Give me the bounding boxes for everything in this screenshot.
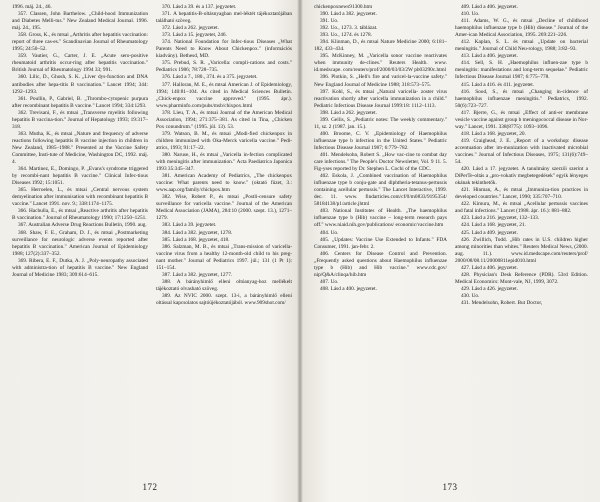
footnote-entry: 373. Lásd a 15. jegyzetet, 246. — [162, 32, 227, 39]
footnote-entry: 388. A bárányhimlő elleni oltóanyag-hoz mellékelt tájékoztató olvasható szöveg. — [156, 278, 292, 292]
footnote-entry: 358. Gross, K., és mtsai „Arthritis after hepatitis vaccination: report of three cas-es." Scandinavian Journal of Rheumatology 1995; 24:50–52. — [12, 32, 148, 53]
footnote-entry: 385. Lásd a 168. jegyzetet, 418. — [162, 236, 230, 243]
footnote-entry: 390. Lásd a 382. jegyzetet. — [320, 11, 377, 18]
footnote-entry: 381. American Academy of Pediatrics, „The chickenpox vaccine: What parents need to know." (oktató füzet, 3.: www.aap.org/family/chickpox.htm — [156, 173, 292, 194]
footnote-entry: 404. Uo. — [320, 229, 339, 236]
footnote-entry: 386. Salzman, M. B., és mtsai „Trans-mission of varicella-vaccine virus from a healthy 12-month-old child to his preg-nant mother." Journal of Pediatrics 1997. júl.; 131 (1 Pt 1): 151–154. — [156, 243, 292, 271]
footnote-entry: 384. Lásd a 382. jegyzetet, 1278. — [162, 229, 233, 236]
footnote-entry: 401. Mendelsohn, Robert S. „How vac-cine to combat day care infections." The People's Doctor Newsletter, Vol. 9 11. 5. Fig-yses reported by Dr. Stephen L. Cochi of the CDC. — [314, 151, 447, 173]
footnote-entry: 376. Lásd a 7., 180., 374. és a 375. jegyzetet. — [162, 74, 258, 81]
footnote-entry: 371. A hepatitis-B-oltásnyagban mel-léktét tájékoztatójában található szöveg. — [156, 11, 292, 25]
footnote-entry: 428. Physician's Desk Reference (PDR). 53rd Edition. Medical Economics: Mont-vale, NJ, 1999, 3072. — [455, 271, 588, 285]
footnote-entry: 420. Lásd a 17. jegyzetet. A tanulmány szerzői szerint a DiPerTe-oltás a „pro-vokatív megbetegedések" egyik lényeges okának tekinthetők. — [455, 166, 588, 187]
footnote-entry: 374. National Foundation for Infec-tious Diseases „What Parents Need to Know About Chickenpox." (információs kiadvány). Bethesd, MD. — [156, 39, 292, 60]
right-page-number: 173 — [442, 482, 458, 492]
footnote-entry: 410. Uo. — [461, 11, 480, 18]
footnote-entry: 413. Lásd a 406. jegyzetet. — [461, 53, 518, 60]
footnote-entry: 407. Uo. — [320, 278, 339, 285]
footnote-entry: 389. Az NVIC 2000. szept. 13-i, a bárányhimlő elleni oltással kapcsolatos sajtóújékoztatójából. www.909shot.com/ — [156, 292, 292, 306]
footnote-entry: 379. Watson, B. M., és mtsai „Modi-fied chickenpox in children immunized with Oka-Merck varicella vaccine." Pedi-atrics, 1993; 91:17–22. — [156, 130, 292, 151]
footnote-entry: 380. Naruse, H., és mtsai „Varicella in-fection complicated with meningitis after immunization." Acta Paediatrica Japonica 1993 35:345–347. — [156, 151, 292, 173]
footnote-entry: 393. Uo., 1274. és 1278. — [320, 32, 372, 39]
footnote-entry: 372. Lásd a 262. jegyzetet. — [162, 25, 219, 32]
right-page — [300, 0, 600, 502]
footnote-entry: 397. Kohl, S., és mtsai „Natural varicella- zoster virus reactivation shortly after varicella immunization in a child." Pediatric Infectious Disease Journal 1999:18: 1112–1113. — [314, 88, 447, 109]
footnote-entry: 412. Kaplan, S. L. és mtsai „Update on bacterial meningitis." Journal of Child Neu-rology, 1988; 3:82–93. — [455, 39, 588, 53]
footnote-entry: 419. Craighead, J. E. „Report of a workshop: disease accentuation after im-munization with inactivated microbial vaccines." Journal of Infectious Diseases, 1975; 131(6):749–54. — [455, 137, 588, 166]
footnote-entry: 409. Lásd a 406. jegyzetet. — [461, 4, 518, 10]
footnote-entry: 361. Poullin, P., Gabriel, B. „Thrombo-cytopenic purpura after recombinant hepatitis B vaccine." Lancet 1994; 334:1293. — [12, 95, 148, 109]
right-page-columns — [314, 4, 588, 474]
footnote-entry: 366. Hachulla, E., és mtsai „Reactive arthritis after hepatitis B vaccination." Journal of Rheumatology 1990; 17:1250–1251. — [12, 208, 148, 222]
footnote-entry: 396. Plotkin, S. „Hell's fire and varicel-la-vaccine safety." New England Journal of Medicine 1988; 318:573–575. — [314, 74, 447, 88]
footnote-entry: 414. Sell, S. H. „Haemophilus influen-zae type b meningitis: manifestations and long-term sequelae." Pediatric Infectious Disease Journal 1987; 6:775–778. — [455, 60, 588, 81]
footnote-entry: 430. Uo. — [461, 292, 480, 299]
footnote-entry: 382. Wise, Robert P., és mtsai „Postli-censure safety surveillance for varicella vaccine." Journal of the American Medical Association (JAMA), 284:10 (2000. szept. 13.), 1271–1279. — [156, 194, 292, 222]
footnote-entry: 360. Lilic, D., Ghosh, S. K. „Liver dys-function and DNA antibodies after hepa-titis B vaccination." Lancet 1994; 344: 1292–1293. — [12, 74, 148, 95]
footnote-entry: 377. Halloran, M. E., és mtsai American J. of Epidemiology, 1994; 140:81–104. As cited in Medical Sciences Bulletin. „Chick-enpox vaccine approved." (1995. ápr.). www.pharminfo.com/pubs/msb/chixpox.html — [156, 81, 292, 109]
left-page-columns — [12, 4, 292, 474]
footnote-entry: 415. Lásd a 416. és 411. jegyzetet. — [461, 81, 535, 88]
footnote-entry: 421. Hinman, A., és mtsai „Immuniza-tion practices in developed countries." Lancet, 1990; 335:707–710. — [455, 187, 588, 201]
footnote-entry: 427. Lásd a 406. jegyzetet. — [461, 264, 518, 271]
footnote-entry: 394. Klinman, D., és mtsai Nature Medicine 2000; 6:181–182, 433–434. — [314, 39, 447, 53]
left-page-column-2 — [156, 4, 292, 474]
footnote-entry: 359. Vautier, G., Carter, J. E. „Acute sero-positive rheumatoid arthritis occur-ring after hepatitis vaccination." British Journal of Rheumatology 1994 33; 991. — [12, 53, 148, 74]
footnote-entry: 411. Adams, W. G., és mtsai „Decline of childhood haemophilus influenzae type b (Hib) disease." Journal of the Amer-ican Medical Association, 1995. 269:221–226. — [455, 18, 588, 39]
footnote-entry: 417. Bjerre, G., és mtsai „Effect of anti-er membrane vesicle vaccine against group b meningococcal disease in Nor-way." Lancet, 1991. 338(8775): 1093–1096. — [455, 109, 588, 130]
footnote-entry: 406. Centers for Disease Control and Prevention. „Frequently asked questions about Haemophilus influenzae type b (Hib) and Hib vaccine." www.cdc.gov/ nip/Q&A/clinqa/hib.htm — [314, 250, 447, 278]
footnote-entry: 363. Mutha, K., és mtsai „Nature and frequency of adverse reactions following hepatitis B vaccine injection in children in New Zealand, 1985–1988." Presented at the Vaccine Safety Committee, Insti-tute of Medicine, Washington DC, 1992. máj. 4. — [12, 130, 148, 166]
right-page-column-2 — [455, 4, 588, 474]
footnote-entry: 424. Lásd a 168. jegyzetet, 21. — [461, 222, 526, 229]
footnote-entry: 398. Lásd a 262. jegyzetet. — [320, 109, 377, 116]
footnote-entry: 387. Lásd a 382. jegyzetet, 1277. — [162, 271, 233, 278]
footnote-entry: 431. Mendelsohn, Robert. But Doctor, — [461, 299, 543, 306]
footnote-entry: 364. Martinez, E., Domingo, P. „Evans's syndrome triggered by recombi-nant hepatitis B vaccine." Clinical Infec-tious Diseases 1992; 15:1051. — [12, 166, 148, 187]
footnote-entry: 375. Prebud, S. R. „Varicella: compli-cations and costs." Pediatrics 1986; 78:728–735. — [156, 60, 292, 74]
footnote-entry: 426. Zwillich, Todd. „Hib rates in U.S. children higher among minorities than whites." Reuters Medical News, (2000. aug. 11.). www.id.medscape.com/reuters/prof/ 2000/08/08.11/20000811epid010.html — [455, 236, 588, 264]
footnote-entry: 378. Lieu, T. A., és mtsai Journal of the American Medical Association, 1994; 271:375–381. As cited in Tina, „Chicken Pox conundrum." (1995. júl. 13). 53. — [156, 109, 292, 130]
footnote-entry: 429. Lásd a 426. jegyzetet. — [461, 285, 518, 292]
footnote-entry: 399. Gellis, S. „Pediatric notes: The weekly commentary." 11, sz. 2 (1987. jan. 15.). — [314, 116, 447, 130]
footnote-entry: 403. National Institutes of Health. „The haemophilus influenzae type b (Hib) vaccine – long-term research pays off." www.niaid.nih.gov/publications/ economic/vaccine.htm — [314, 208, 447, 229]
footnote-entry: 425. Lásd a 409. jegyzetet. — [461, 229, 518, 236]
left-page-number: 172 — [142, 482, 158, 492]
footnote-entry: 392. Uo., 1273. 3. táblázat. — [320, 25, 378, 32]
right-page-column-1 — [314, 4, 447, 474]
left-page-column-1 — [12, 4, 148, 474]
footnote-entry: 400. Broome, C. V. „Epidemiology of Haemophilus influenzae type b infection in the United States." Pediatric Infectious Disease Journal 1987; 6:779–782. — [314, 130, 447, 151]
footnote-entry: 395. McKinney, M. „Varicella sonor vaccine reactivates when immunity de-clines." Reuters Health. www. id.medscape. com/reuters/prof/2000/03/03/2W pb03290c.html — [314, 53, 447, 74]
footnote-entry: 416. Sood, S., és mtsai „Changing in-cidence of haemophilus influenzae meningitis." Pediatrics, 1992. 50(6):723–727. — [455, 88, 588, 109]
footnote-entry: 405. „Updates: Vaccine Use Extended to Infants." FDA Consumer, 1991. jan-febr. 2. — [314, 236, 447, 250]
footnote-entry: 391. Uo. — [320, 18, 339, 25]
footnote-entry: 1996. máj. 24., 46. — [12, 4, 52, 10]
footnote-entry: 418. Lásd a 168. jegyzetet, 20. — [461, 130, 526, 137]
footnote-entry: chickenpoxnews91300.htm — [314, 4, 373, 10]
footnote-entry: 423. Lásd a 216. jegyzetet, 132–133. — [461, 215, 540, 222]
footnote-entry: 362. Trevisani, F., és mtsai „Transverse myelitis following hepatitis B vaccina-tion." Journal of Hepatology 1993; 19:317–318. — [12, 109, 148, 130]
footnote-entry: 383. Lásd a 39. jegyzetet. — [162, 222, 217, 229]
footnote-entry: 402. Eskola, J. „Combined vaccination of Haemophilus influenzae type b conju-gate and diphtheria-tetanus-pertussis containing acellular pertussis." The Lancet Interactive, 1999. dec. 11. www. findarticles.com/cf/0/m0833/9195354/ 58184138/p1/article.jhtml — [314, 173, 447, 208]
footnote-entry: 369. Ribera, E. F., Dutka, A. J. „Poly-neuropathy associated with administra-tion of hepatitis B vaccine." New England Journal of Medicine 1983; 309:614–615. — [12, 257, 148, 278]
footnote-entry: 408. Lásd a 400. jegyzetet. — [320, 285, 377, 292]
footnote-entry: 368. Shaw, F. E., Graham, D. J., és mtsai „Postmarketing surveillance for neurologic adverse events reported after hepatitis B vaccination." American Journal of Epidemiology 1988; 127(2):337–352. — [12, 229, 148, 257]
footnote-entry: 365. Herroelen, L., és mtsai „Central nervous system demyelination after immunisation with recombinant hepatitis B vaccine." Lancet 1991. nov. 9.; 338:1174–1175. — [12, 187, 148, 208]
footnote-entry: 357. Classen, John Barthelow. „Child-hood Immunization and Diabetes Melli-tus." New Zealand Medical Journal. 1996. máj. 24., 195. — [12, 11, 148, 32]
footnote-entry: 422. Kimura, M., és mtsai „Acellular pertussis vaccines and fatal infections." Lancet (1988. ápr. 16.): 881–882. — [455, 201, 588, 215]
footnote-entry: 367. Australian Adverse Drug Reactions Bulletin, 1990. aug. — [18, 222, 147, 229]
footnote-entry: 370. Lásd a 39. és a 137. jegyzetet. — [162, 4, 237, 10]
